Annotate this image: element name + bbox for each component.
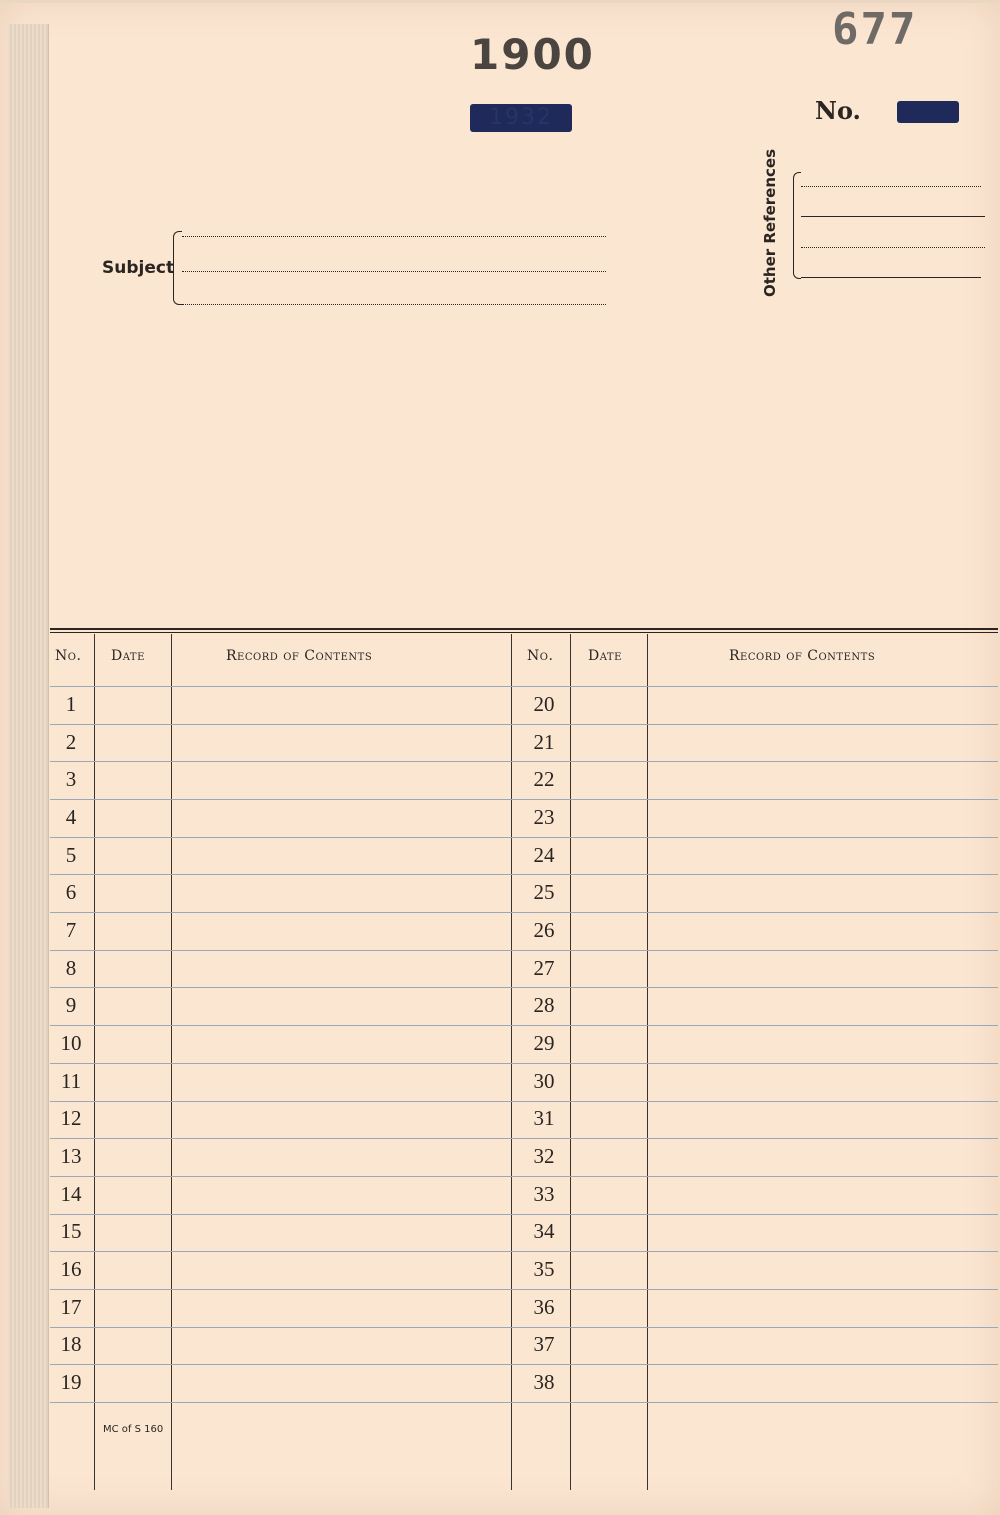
table-top-rule	[50, 628, 998, 630]
row-line	[50, 1402, 998, 1403]
row-line	[50, 874, 998, 875]
row-number-left: 13	[60, 1144, 82, 1169]
row-line	[50, 912, 998, 913]
row-number-right: 38	[533, 1370, 555, 1395]
subject-line-1[interactable]	[182, 236, 606, 237]
row-line	[50, 1063, 998, 1064]
row-number-right: 28	[533, 993, 555, 1018]
header-date-right: Date	[588, 648, 622, 664]
row-line	[50, 1101, 998, 1102]
row-number-left: 19	[60, 1370, 82, 1395]
row-line	[50, 1025, 998, 1026]
row-line	[50, 1138, 998, 1139]
row-number-right: 32	[533, 1144, 555, 1169]
row-number-right: 33	[533, 1181, 555, 1206]
row-number-left: 1	[65, 691, 77, 716]
row-number-left: 4	[65, 804, 77, 829]
row-line	[50, 724, 998, 725]
row-number-right: 21	[533, 729, 555, 754]
year-redacted: 1932	[470, 104, 572, 132]
row-number-left: 7	[65, 917, 77, 942]
other-references-label: Other References	[761, 148, 779, 297]
binding-spine	[8, 24, 49, 1508]
row-number-left: 14	[60, 1181, 82, 1206]
row-number-left: 6	[65, 880, 77, 905]
row-number-right: 30	[533, 1068, 555, 1093]
row-number-right: 27	[533, 955, 555, 980]
row-number-right: 24	[533, 842, 555, 867]
row-number-left: 18	[60, 1332, 82, 1357]
row-line	[50, 799, 998, 800]
row-number-right: 36	[533, 1294, 555, 1319]
other-ref-line-3[interactable]	[801, 247, 985, 248]
row-line	[50, 1289, 998, 1290]
subject-brace	[173, 231, 182, 305]
other-ref-line-4[interactable]	[801, 277, 981, 278]
row-number-right: 26	[533, 917, 555, 942]
row-number-left: 12	[60, 1106, 82, 1131]
row-number-left: 9	[65, 993, 77, 1018]
row-line	[50, 1327, 998, 1328]
row-number-right: 31	[533, 1106, 555, 1131]
row-number-left: 11	[60, 1068, 82, 1093]
header-no-left: No.	[55, 648, 82, 664]
form-code: MC of S 160	[103, 1424, 164, 1435]
row-number-right: 29	[533, 1031, 555, 1055]
row-number-left: 16	[60, 1257, 82, 1282]
row-number-left: 3	[65, 767, 77, 792]
row-number-right: 23	[533, 804, 555, 829]
row-line	[50, 987, 998, 988]
row-number-right: 20	[533, 691, 555, 716]
other-references-brace	[793, 172, 801, 279]
row-number-right: 35	[533, 1257, 555, 1282]
row-line	[50, 1251, 998, 1252]
other-ref-line-1[interactable]	[801, 186, 981, 187]
header-no-right: No.	[527, 648, 554, 664]
other-ref-line-2[interactable]	[801, 216, 985, 217]
row-number-right: 22	[533, 767, 555, 792]
row-number-right: 25	[533, 880, 555, 905]
row-number-left: 17	[60, 1294, 82, 1319]
header-date-left: Date	[111, 648, 145, 664]
row-line	[50, 1176, 998, 1177]
row-line	[50, 686, 998, 687]
year-printed: 1900	[470, 30, 595, 79]
row-number-left: 2	[65, 729, 77, 754]
row-number-right: 34	[533, 1219, 555, 1244]
table-top-rule-2	[50, 632, 998, 633]
row-number-left: 10	[60, 1031, 82, 1055]
row-line	[50, 950, 998, 951]
row-line	[50, 761, 998, 762]
file-number-label: No.	[815, 96, 861, 125]
row-number-left: 5	[65, 842, 77, 867]
row-number-left: 8	[65, 955, 77, 980]
subject-line-2[interactable]	[182, 271, 606, 272]
stamp-number: 677	[832, 4, 918, 55]
top-edge	[0, 0, 1000, 3]
file-number-redacted	[897, 101, 959, 123]
subject-label: Subject	[102, 258, 175, 278]
row-number-right: 37	[533, 1332, 555, 1357]
row-number-left: 15	[60, 1219, 82, 1244]
row-line	[50, 837, 998, 838]
header-record-left: Record of Contents	[226, 648, 373, 664]
header-record-right: Record of Contents	[729, 648, 876, 664]
subject-line-3[interactable]	[182, 304, 606, 305]
row-line	[50, 1214, 998, 1215]
row-line	[50, 1364, 998, 1365]
